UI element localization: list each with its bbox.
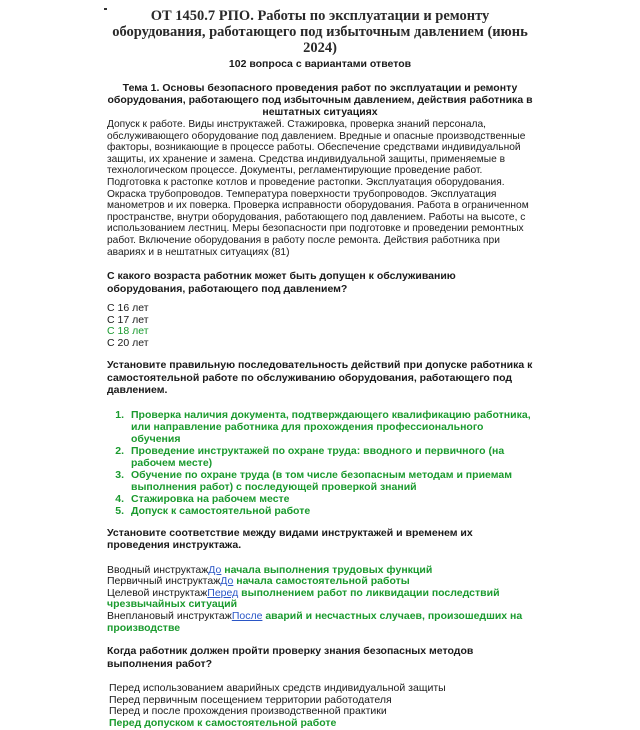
topic-title: Тема 1. Основы безопасного проведения работ по эксплуатации и ремонту оборудования, работающего под избыточным давлением, действия работника в нештатных ситуациях (107, 82, 533, 118)
step-text: Обучение по охране труда (в том числе безопасным методам и приемам выполнения работ) с последующей проверкой знаний (131, 468, 512, 493)
matching-answer (220, 575, 409, 587)
question-sequence: Установите правильную последовательность действий при допуске работника к самостоятельной работе по обслуживанию оборудования, работающего под давлением. (107, 359, 533, 397)
matching-answer-text: начала выполнения трудовых функций (221, 563, 433, 576)
answer-option: С 16 лет (107, 302, 149, 315)
document-subtitle: 102 вопроса с вариантами ответов (228, 58, 412, 70)
step-text: Проверка наличия документа, подтверждающего квалификацию работника, или направление работника для прохождения профессионального обучения (131, 408, 531, 445)
step-number: 3. (115, 468, 124, 481)
matching-answer-text: выполнением работ по ликвидации последствий чрезвычайных ситуаций (107, 586, 500, 611)
matching-answer (208, 564, 432, 576)
answer-option: С 17 лет (107, 313, 149, 326)
sequence-step (107, 505, 533, 517)
step-number: 5. (115, 504, 124, 517)
sequence-step (107, 445, 533, 469)
answer-option: С 20 лет (107, 336, 149, 349)
matching-label: Внеплановый инструктаж (107, 610, 232, 622)
sequence-step (107, 493, 533, 505)
matching-label: Вводный инструктаж (107, 563, 209, 576)
matching-list (107, 565, 533, 635)
sequence-list (107, 409, 533, 517)
document-title: ОТ 1450.7 РПО. Работы по эксплуатации и ремонту оборудования, работающего под избыточным давлением (июнь 2024) (112, 8, 528, 56)
answer-option: Перед первичным посещением территории работодателя (109, 693, 392, 706)
step-text: Допуск к самостоятельной работе (131, 504, 311, 517)
step-number: 4. (115, 492, 124, 505)
matching-row (107, 611, 533, 634)
page-corner-mark (104, 8, 107, 10)
matching-answer-keyword: После (231, 610, 263, 622)
matching-label: Целевой инструктаж (107, 586, 208, 599)
document-page (0, 8, 640, 729)
step-number: 2. (115, 444, 124, 457)
matching-label: Первичный инструктаж (107, 575, 221, 588)
answer-option-correct: С 18 лет (107, 325, 149, 338)
question-age: С какого возраста работник может быть допущен к обслуживанию оборудования, работающего под давлением? (107, 270, 456, 295)
step-number: 1. (115, 408, 124, 421)
matching-row (107, 588, 533, 611)
matching-answer-keyword: До (208, 563, 222, 576)
question-knowledge-check: Когда работник должен пройти проверку знания безопасных методов выполнения работ? (107, 645, 474, 670)
question-knowledge-check-options (107, 683, 640, 729)
sequence-step (107, 469, 533, 493)
matching-answer-text: начала самостоятельной работы (233, 575, 410, 588)
topic-description: Допуск к работе. Виды инструктажей. Стажировка, проверка знаний персонала, обслуживающего оборудование под давлением. Вредные и опасные производственные факторы, возникающие в процессе работы. Обеспечение средствами индивидуальной защиты, их хранение и замена. Средства индивидуальной защиты, применяемые в технологическом процессе. Документы, регламентирующие проведение работ. Подготовка к растопке котлов и проведение растопки. Эксплуатация оборудования. Окраска трубопроводов. Температура поверхности трубопроводов. Эксплуатация манометров и их поверка. Проверка исправности оборудования. Работа в ограниченном пространстве, внутри оборудования, работающего под давлением. Работы на высоте, с использованием лестниц. Меры безопасности при подготовке и проведении ремонтных работ. Включение оборудования в работу после ремонта. Действия работника при авариях и в нештатных ситуациях (81) (107, 119, 529, 258)
matching-answer-keyword: До (220, 575, 234, 588)
answer-option: Перед и после прохождения производственной практики (109, 705, 387, 718)
question-matching: Установите соответствие между видами инструктажей и временем их проведения инструктажа. (107, 526, 473, 552)
step-text: Проведение инструктажей по охране труда: вводного и первичного (на рабочем месте) (131, 444, 505, 469)
sequence-step (107, 409, 533, 445)
answer-option: Перед использованием аварийных средств индивидуальной защиты (109, 682, 446, 695)
step-text: Стажировка на рабочем месте (131, 492, 290, 505)
matching-answer-text: аварий и несчастных случаев, произошедших на производстве (107, 610, 523, 634)
answer-option-correct: Перед допуском к самостоятельной работе (109, 716, 337, 729)
question-age-options (107, 303, 640, 349)
matching-answer-keyword: Перед (207, 586, 239, 599)
